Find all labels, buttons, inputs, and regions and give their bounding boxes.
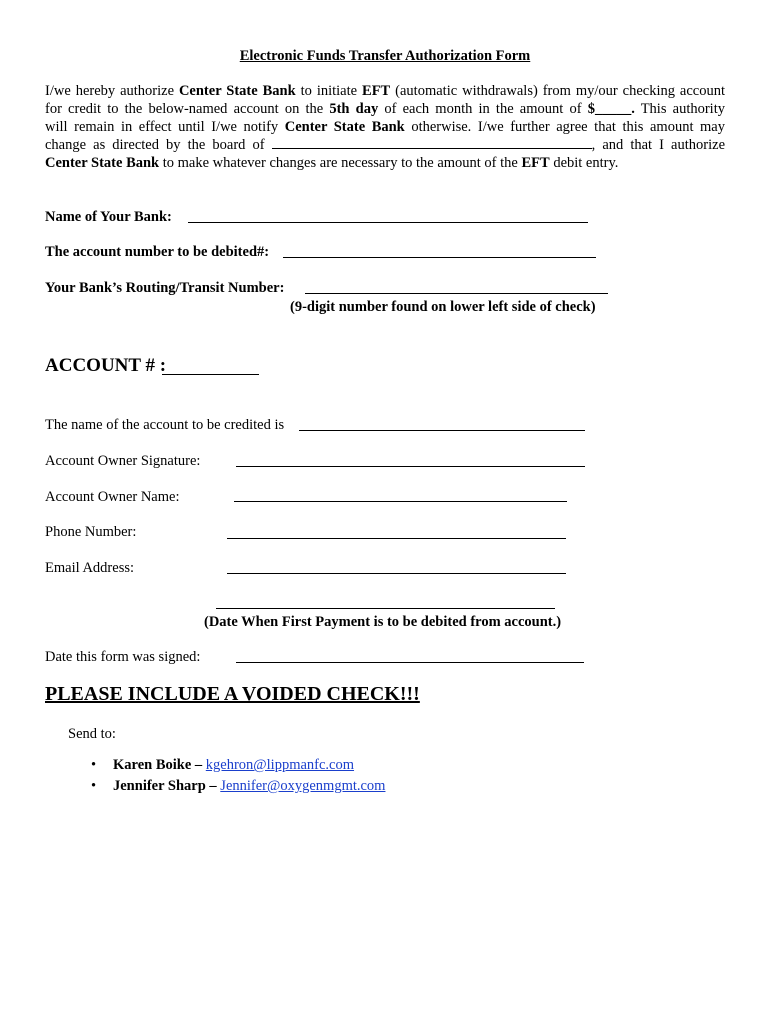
paragraph-line-4: change as directed by the board of , and that I authorize [45,137,726,153]
eft-text-2: EFT [521,155,550,171]
first-payment-date-field[interactable] [216,608,555,609]
paragraph-line-5: Center State Bank to make whatever changes are necessary to the amount of the EFT debit entry. [45,155,619,171]
credited-field[interactable] [299,430,585,431]
contact-email-link[interactable]: kgehron@lippmanfc.com [205,757,355,773]
account-number-field[interactable] [162,374,259,375]
contact-item: • Jennifer Sharp – Jennifer@oxygenmgmt.com [91,778,386,794]
authorization-paragraph [45,82,725,172]
phone-field[interactable] [227,538,566,539]
account-heading: ACCOUNT # : [45,355,167,376]
voided-check-notice: PLEASE INCLUDE A VOIDED CHECK!!! [45,683,420,705]
contact-name: Jennifer Sharp [113,778,206,794]
eft-text: EFT [362,83,391,99]
board-name-blank[interactable] [272,136,592,149]
phone-label: Phone Number: [45,524,137,540]
signature-label: Account Owner Signature: [45,453,201,469]
bank-name-field[interactable] [188,222,588,223]
bank-name-text-2: Center State Bank [284,119,405,135]
contact-name: Karen Boike [113,757,192,773]
contact-email-link[interactable]: Jennifer@oxygenmgmt.com [220,778,386,794]
credited-label: The name of the account to be credited is [45,417,285,433]
paragraph-line-1: I/we hereby authorize Center State Bank to initiate EFT (automatic withdrawals) from my/our checking account [45,83,725,99]
bullet-icon: • [91,778,97,794]
paragraph-line-2: for credit to the below-named account on the 5th day of each month in the amount of $_____. This authority [45,101,725,117]
account-debited-field[interactable] [283,257,596,258]
paragraph-line-3: will remain in effect until I/we notify Center State Bank otherwise. I/we further agree that this amount may [45,119,725,135]
routing-field[interactable] [305,293,608,294]
form-title: Electronic Funds Transfer Authorization Form [239,48,531,64]
amount-blank[interactable]: $_____. [587,101,635,117]
contact-item: • Karen Boike – kgehron@lippmanfc.com [91,757,355,773]
day-text: 5th day [329,101,379,117]
signature-field[interactable] [236,466,585,467]
bank-name-text: Center State Bank [178,83,296,99]
date-signed-label: Date this form was signed: [45,649,201,665]
date-signed-field[interactable] [236,662,584,663]
owner-name-field[interactable] [234,501,567,502]
routing-note: (9-digit number found on lower left side of check) [290,299,596,315]
bank-name-label: Name of Your Bank: [45,209,172,225]
first-payment-note: (Date When First Payment is to be debited from account.) [204,614,562,630]
bank-name-text-3: Center State Bank [45,155,160,171]
email-field[interactable] [227,573,566,574]
send-to-label: Send to: [68,726,116,742]
email-label: Email Address: [45,560,135,576]
owner-name-label: Account Owner Name: [45,489,180,505]
routing-label: Your Bank’s Routing/Transit Number: [45,280,285,296]
bullet-icon: • [91,757,97,773]
account-debited-label: The account number to be debited#: [45,244,270,260]
